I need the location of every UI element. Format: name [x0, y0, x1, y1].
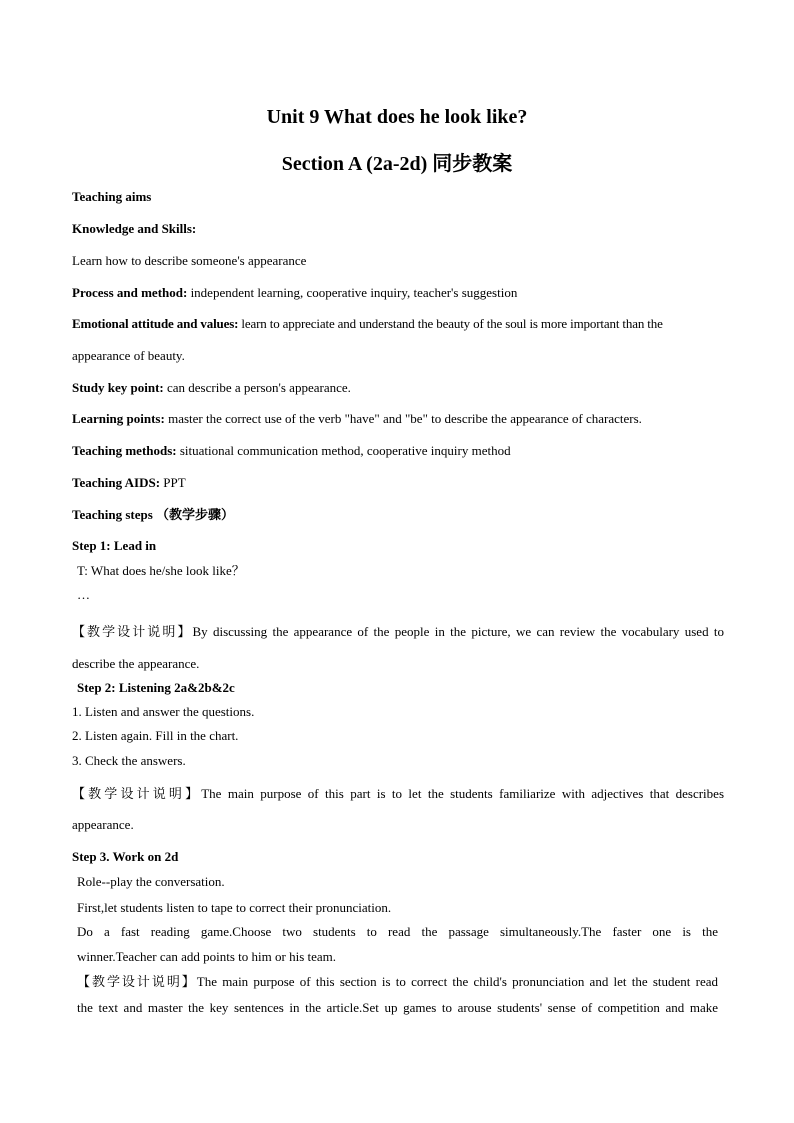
note3-line2: the text and master the key sentences in the article.Set up games to arouse students' sense of competition and make [77, 1000, 718, 1015]
step2-item1: 1. Listen and answer the questions. [72, 704, 255, 719]
process-line: Process and method: independent learning, cooperative inquiry, teacher's suggestion [72, 285, 518, 300]
note1-line2: describe the appearance. [72, 656, 200, 671]
step3-heading: Step 3. Work on 2d [72, 849, 179, 864]
heading-teaching-aims: Teaching aims [72, 189, 152, 204]
emotion-line: Emotional attitude and values: learn to appreciate and understand the beauty of the soul is more important than the [72, 316, 663, 331]
step3-item2: First,let students listen to tape to correct their pronunciation. [77, 900, 392, 915]
methods-line: Teaching methods: situational communication method, cooperative inquiry method [72, 443, 511, 458]
step1-question: T: What does he/she look like？ [77, 563, 245, 578]
knowledge-text: Learn how to describe someone's appearance [72, 253, 307, 268]
emotion-line-2: appearance of beauty. [72, 348, 185, 363]
note2-line2: appearance. [72, 817, 134, 832]
heading-knowledge: Knowledge and Skills: [72, 221, 197, 236]
step1-heading: Step 1: Lead in [72, 538, 157, 553]
note2-line1: 【教学设计说明】The main purpose of this part is to let the students familiarize with adjectives that describes [72, 786, 724, 801]
heading-teaching-steps: Teaching steps （教学步骤） [72, 507, 235, 522]
step2-heading: Step 2: Listening 2a&2b&2c [77, 680, 235, 695]
key-point-line: Study key point: can describe a person's appearance. [72, 380, 351, 395]
document-title: Unit 9 What does he look like? [266, 106, 528, 128]
step3-item1: Role--play the conversation. [77, 874, 225, 889]
step2-item3: 3. Check the answers. [72, 753, 186, 768]
note3-line1: 【教学设计说明】The main purpose of this section is to correct the child's pronunciation and let the student read [77, 974, 718, 989]
step3-item3-line1: Do a fast reading game.Choose two students to read the passage simultaneously.The faster one is the [77, 924, 718, 939]
learning-points-line: Learning points: master the correct use of the verb "have" and "be" to describe the appearance of characters. [72, 411, 642, 426]
step2-item2: 2. Listen again. Fill in the chart. [72, 728, 239, 743]
document-subtitle: Section A (2a-2d) 同步教案 [281, 153, 513, 175]
note1-line1: 【教学设计说明】By discussing the appearance of the people in the picture, we can review the vocabulary used to [72, 624, 724, 639]
aids-line: Teaching AIDS: PPT [72, 475, 186, 490]
step1-ellipsis: … [77, 587, 90, 602]
step3-item3-line2: winner.Teacher can add points to him or his team. [77, 949, 337, 964]
